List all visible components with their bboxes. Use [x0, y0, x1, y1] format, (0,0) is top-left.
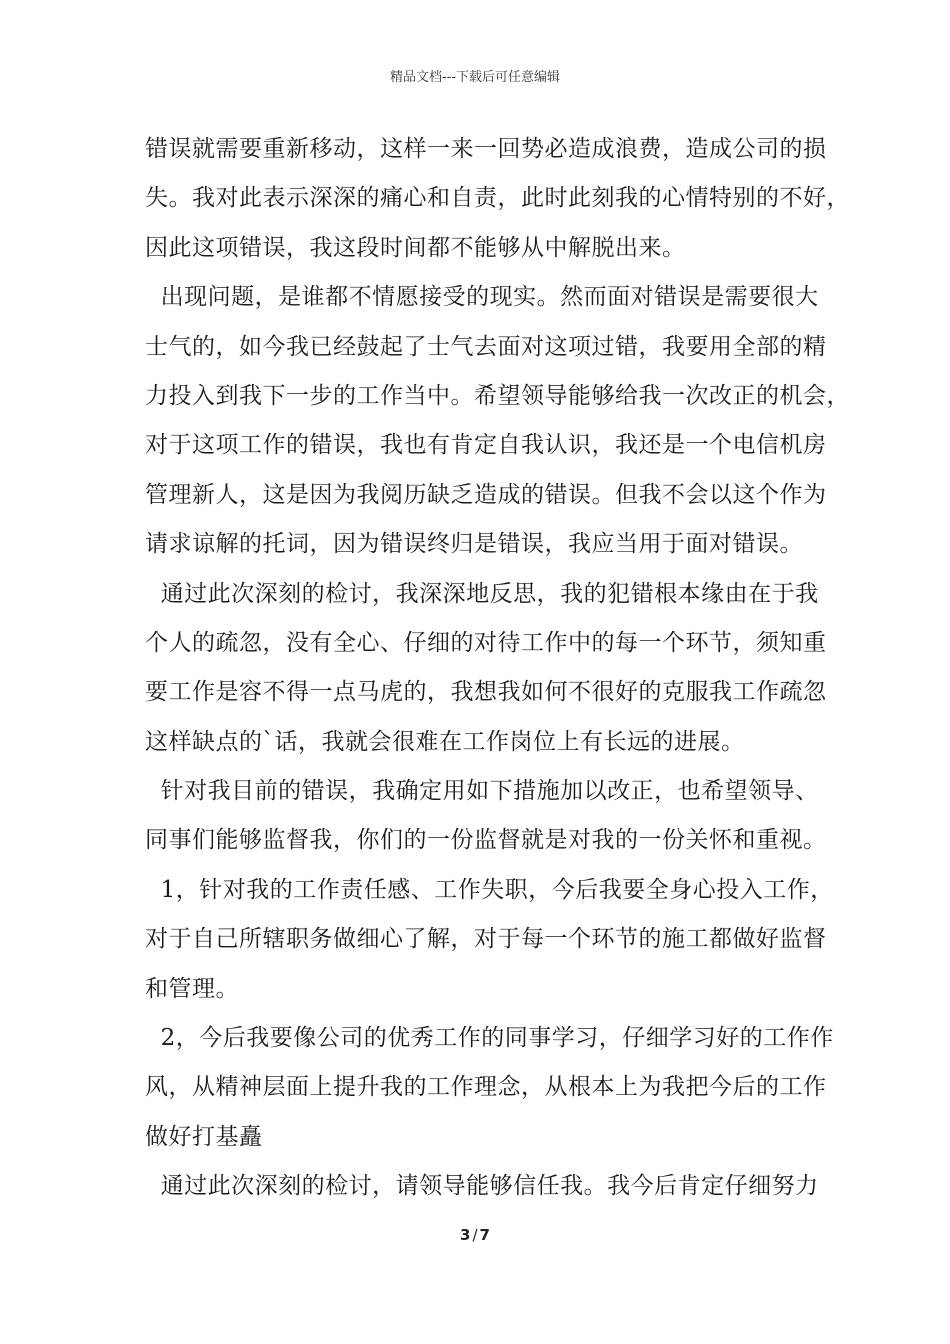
text-line: 个人的疏忽，没有全心、仔细的对待工作中的每一个环节，须知重: [145, 629, 827, 656]
text-line: 和管理。: [145, 975, 239, 1002]
text-line: 管理新人，这是因为我阅历缺乏造成的错误。但我不会以这个作为: [145, 481, 827, 508]
text-line: 通过此次深刻的检讨，请领导能够信任我。我今后肯定仔细努力: [145, 1173, 819, 1200]
text-line: 请求谅解的托词，因为错误终归是错误，我应当用于面对错误。: [145, 531, 803, 558]
total-pages: 7: [479, 1226, 490, 1244]
text-line: 做好打基矗: [145, 1123, 263, 1150]
text-line: 要工作是容不得一点马虎的，我想我如何不很好的克服我工作疏忽: [145, 679, 827, 706]
page-separator: /: [472, 1226, 478, 1244]
text-line: 力投入到我下一步的工作当中。希望领导能够给我一次改正的机会，: [145, 382, 850, 409]
current-page: 3: [460, 1226, 471, 1244]
document-body: [145, 125, 850, 1212]
text-line: 失。我对此表示深深的痛心和自责，此时此刻我的心情特别的不好，: [145, 185, 850, 212]
text-line: 2，今后我要像公司的优秀工作的同事学习，仔细学习好的工作作: [145, 1025, 834, 1052]
text-line: 同事们能够监督我，你们的一份监督就是对我的一份关怀和重视。: [145, 827, 827, 854]
text-line: 士气的，如今我已经鼓起了士气去面对这项过错，我要用全部的精: [145, 333, 827, 360]
text-line: 通过此次深刻的检讨，我深深地反思，我的犯错根本缘由在于我: [145, 580, 819, 607]
text-line: 这样缺点的`话，我就会很难在工作岗位上有长远的进展。: [145, 728, 745, 755]
text-line: 对于这项工作的错误，我也有肯定自我认识，我还是一个电信机房: [145, 432, 827, 459]
text-line: 对于自己所辖职务做细心了解，对于每一个环节的施工都做好监督: [145, 926, 827, 953]
page-number: [0, 1226, 950, 1244]
page-header: 精品文档---下载后可任意编辑: [389, 70, 561, 85]
text-line: 因此这项错误，我这段时间都不能够从中解脱出来。: [145, 234, 686, 261]
text-line: 风，从精神层面上提升我的工作理念，从根本上为我把今后的工作: [145, 1074, 827, 1101]
text-line: 出现问题，是谁都不情愿接受的现实。然而面对错误是需要很大: [145, 284, 819, 311]
text-line: 针对我目前的错误，我确定用如下措施加以改正，也希望领导、: [145, 778, 819, 805]
text-line: 错误就需要重新移动，这样一来一回势必造成浪费，造成公司的损: [145, 136, 827, 162]
text-line: 1，针对我的工作责任感、工作失职，今后我要全身心投入工作，: [145, 876, 834, 903]
